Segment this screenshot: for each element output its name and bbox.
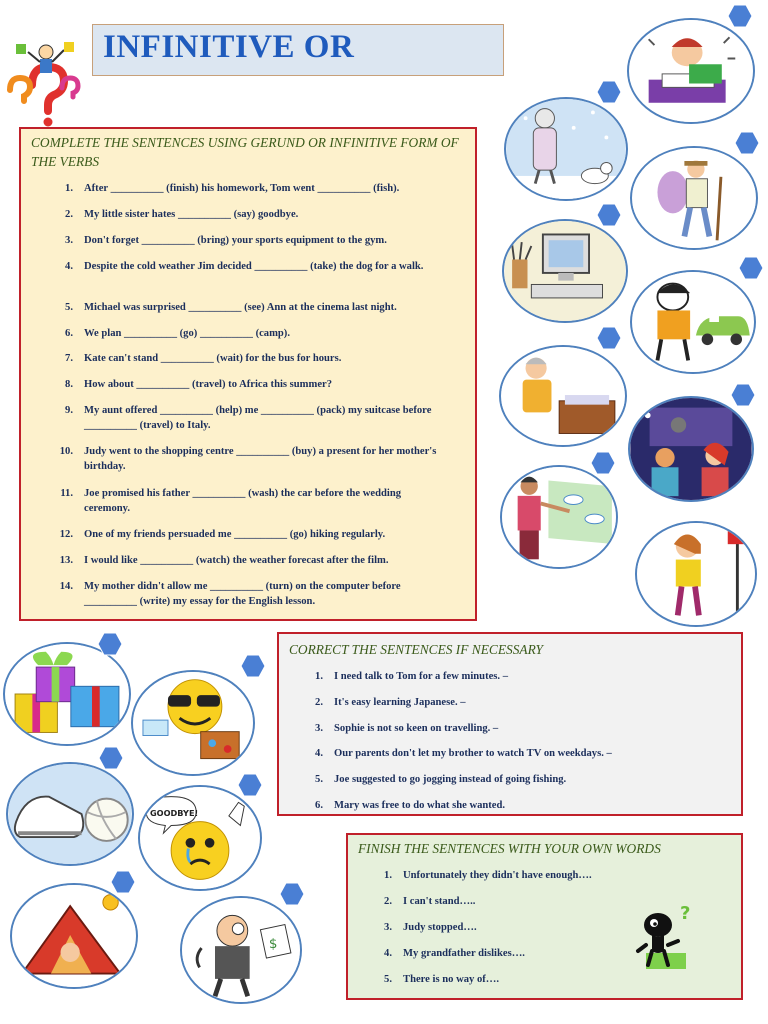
item-text: Unfortunately they didn't have enough….: [403, 870, 592, 881]
cinema-couple-clipart: [628, 396, 754, 502]
item-text: My mother didn't allow me __________ (turn) on the computer before __________ (write) my essay for the English lesson.: [84, 581, 401, 607]
item-number: 10.: [59, 446, 73, 457]
item-number: 4.: [384, 948, 392, 959]
item-text: Michael was surprised __________ (see) Ann at the cinema last night.: [84, 302, 397, 313]
item-number: 2.: [315, 697, 323, 708]
exercise-correct-sentences: [277, 632, 743, 816]
section-heading: COMPLETE THE SENTENCES USING GERUND OR INFINITIVE FORM OF THE VERBS: [31, 135, 459, 169]
item-number: 8.: [65, 379, 73, 390]
item-number: 3.: [65, 235, 73, 246]
list-item: [366, 868, 626, 883]
list-item: [47, 377, 447, 392]
list-item: [366, 894, 626, 909]
item-number: 5.: [65, 302, 73, 313]
item-number: 14.: [59, 581, 73, 592]
item-number: 3.: [384, 922, 392, 933]
goodbye-sign-text: GOODBYE!: [149, 807, 199, 818]
item-number: 9.: [65, 405, 73, 416]
hexagon-icon: [110, 870, 136, 894]
list-item: [297, 746, 727, 761]
item-text: My little sister hates __________ (say) goodbye.: [84, 209, 299, 220]
item-number: 5.: [384, 974, 392, 985]
item-number: 13.: [59, 555, 73, 566]
hexagon-icon: [738, 256, 764, 280]
list-item: [366, 920, 626, 935]
item-text: Sophie is not so keen on travelling. –: [334, 723, 499, 734]
hexagon-icon: [730, 383, 756, 407]
hexagon-icon: [727, 4, 753, 28]
item-text: My grandfather dislikes….: [403, 948, 525, 959]
list-item: [47, 207, 447, 222]
list-item: [297, 798, 727, 813]
list-item: [47, 351, 447, 366]
man-walking-dog-snow-clipart: [504, 97, 628, 201]
question-marks-clipart: [2, 30, 90, 128]
list-item: [47, 486, 447, 516]
section-heading: CORRECT THE SENTENCES IF NECESSARY: [289, 642, 543, 657]
item-number: 4.: [65, 261, 73, 272]
girl-at-bus-stop-clipart: [635, 521, 757, 627]
item-text: We plan __________ (go) __________ (camp).: [84, 328, 290, 339]
item-text: Judy went to the shopping centre __________ (buy) a present for her mother's birthday.: [84, 446, 437, 472]
list-item: [47, 527, 447, 542]
exercise-gerund-infinitive: [19, 127, 477, 621]
item-number: 2.: [65, 209, 73, 220]
list-item: [366, 946, 626, 961]
item-text: It's easy learning Japanese. –: [334, 697, 466, 708]
crying-goodbye-smiley-clipart: [138, 785, 262, 891]
weather-presenter-clipart: [500, 465, 618, 569]
hexagon-icon: [98, 746, 124, 770]
item-number: 2.: [384, 896, 392, 907]
hexagon-icon: [596, 203, 622, 227]
computer-clipart: [502, 219, 628, 323]
list-item: [297, 721, 727, 736]
list-item: [47, 181, 447, 196]
list-item: [297, 772, 727, 787]
item-text: There is no way of….: [403, 974, 500, 985]
item-number: 5.: [315, 774, 323, 785]
item-number: 7.: [65, 353, 73, 364]
item-text: I need talk to Tom for a few minutes. –: [334, 671, 509, 682]
list-item: [47, 300, 447, 315]
list-item: [47, 444, 447, 474]
sports-equipment-clipart: [6, 762, 134, 866]
item-text: Joe promised his father __________ (wash) the car before the wedding ceremony.: [84, 488, 402, 514]
item-number: 6.: [315, 800, 323, 811]
exercise-finish-sentences: [346, 833, 743, 1000]
item-text: Don't forget __________ (bring) your sports equipment to the gym.: [84, 235, 387, 246]
item-number: 1.: [384, 870, 392, 881]
item-text: After __________ (finish) his homework, Tom went __________ (fish).: [84, 183, 400, 194]
hexagon-icon: [240, 654, 266, 678]
list-item: [47, 403, 447, 433]
thinking-figure-clipart: [632, 901, 702, 973]
hiker-clipart: [630, 146, 758, 250]
item-text: My aunt offered __________ (help) me __________ (pack) my suitcase before __________ (travel) to Italy.: [84, 405, 432, 431]
item-number: 6.: [65, 328, 73, 339]
hexagon-icon: [596, 326, 622, 350]
item-text: I can't stand…..: [403, 896, 476, 907]
title-box: [92, 24, 504, 76]
list-item: [366, 972, 626, 987]
list-item: [47, 233, 447, 248]
list-item: [47, 259, 447, 274]
list-item: [47, 579, 447, 609]
list-item: [297, 669, 727, 684]
list-item: [297, 695, 727, 710]
student-writing-clipart: [627, 18, 755, 124]
gifts-clipart: [3, 642, 131, 746]
item-text: One of my friends persuaded me __________ (go) hiking regularly.: [84, 529, 386, 540]
item-number: 12.: [59, 529, 73, 540]
washing-car-clipart: [630, 270, 756, 374]
list-item: [47, 326, 447, 341]
item-number: 1.: [315, 671, 323, 682]
hexagon-icon: [596, 80, 622, 104]
traveler-smiley-clipart: [131, 670, 255, 776]
stressed-businessman-clipart: [180, 896, 302, 1004]
item-text: Our parents don't let my brother to watch TV on weekdays. –: [334, 748, 612, 759]
hexagon-icon: [590, 451, 616, 475]
item-number: 4.: [315, 748, 323, 759]
item-text: I would like __________ (watch) the weather forecast after the film.: [84, 555, 389, 566]
svg-text:?: ?: [680, 903, 691, 924]
hexagon-icon: [734, 131, 760, 155]
hexagon-icon: [97, 632, 123, 656]
item-text: Despite the cold weather Jim decided __________ (take) the dog for a walk.: [84, 261, 424, 272]
item-number: 11.: [60, 488, 73, 499]
hexagon-icon: [279, 882, 305, 906]
hexagon-icon: [237, 773, 263, 797]
page-title: INFINITIVE OR: [103, 29, 355, 65]
svg-text:$: $: [268, 936, 278, 953]
item-number: 1.: [65, 183, 73, 194]
section-heading: FINISH THE SENTENCES WITH YOUR OWN WORDS: [358, 841, 661, 856]
item-text: Joe suggested to go jogging instead of going fishing.: [334, 774, 567, 785]
item-number: 3.: [315, 723, 323, 734]
item-text: How about __________ (travel) to Africa this summer?: [84, 379, 333, 390]
list-item: [47, 553, 447, 568]
item-text: Kate can't stand __________ (wait) for the bus for hours.: [84, 353, 342, 364]
item-text: Mary was free to do what she wanted.: [334, 800, 506, 811]
woman-packing-suitcase-clipart: [499, 345, 627, 447]
item-text: Judy stopped….: [403, 922, 477, 933]
tent-camping-clipart: [10, 883, 138, 989]
